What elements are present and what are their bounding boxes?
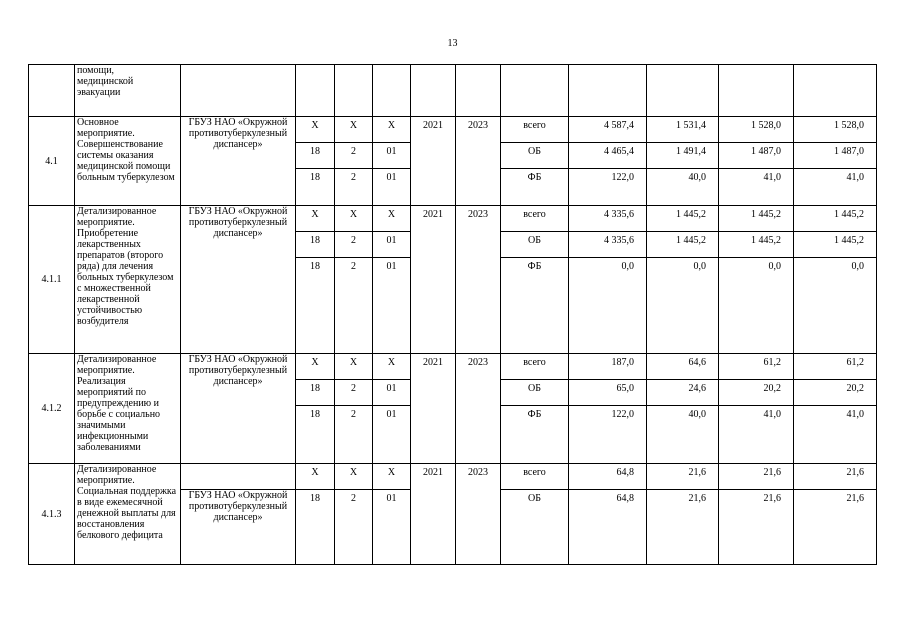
amount-year2-cell: 1 487,0 (719, 143, 794, 169)
funding-source-cell: ОБ (501, 490, 569, 565)
code-cell (29, 65, 75, 117)
amount-year2-cell: 1 528,0 (719, 117, 794, 143)
amount-total-cell: 122,0 (569, 406, 647, 464)
budget-code-cell: Х (335, 464, 373, 490)
empty-cell (456, 65, 501, 117)
budget-code-cell: Х (296, 206, 335, 232)
budget-code-cell: Х (335, 354, 373, 380)
budget-code-cell: 2 (335, 490, 373, 565)
amount-total-cell: 4 587,4 (569, 117, 647, 143)
amount-year3-cell: 21,6 (794, 490, 877, 565)
budget-code-cell: 18 (296, 490, 335, 565)
budget-code-cell: 01 (373, 258, 411, 354)
budget-code-cell: 2 (335, 380, 373, 406)
executor-cell-empty (181, 464, 296, 490)
empty-cell (296, 65, 335, 117)
end-year-cell: 2023 (456, 464, 501, 565)
amount-year1-cell: 1 445,2 (647, 232, 719, 258)
budget-code-cell: Х (373, 117, 411, 143)
funding-source-cell: всего (501, 354, 569, 380)
budget-code-cell: 18 (296, 380, 335, 406)
end-year-cell: 2023 (456, 206, 501, 354)
name-cell: Основное мероприятие. Совершенствование системы оказания медицинской помощи больным туберкулезом (75, 117, 181, 206)
budget-code-cell: Х (296, 117, 335, 143)
budget-code-cell: 01 (373, 380, 411, 406)
amount-year3-cell: 20,2 (794, 380, 877, 406)
funding-source-cell: всего (501, 117, 569, 143)
code-cell: 4.1.3 (29, 464, 75, 565)
amount-year1-cell: 64,6 (647, 354, 719, 380)
amount-total-cell: 4 465,4 (569, 143, 647, 169)
table-row (29, 206, 877, 232)
empty-cell (411, 65, 456, 117)
empty-cell (719, 65, 794, 117)
empty-cell (569, 65, 647, 117)
amount-year2-cell: 21,6 (719, 490, 794, 565)
start-year-cell: 2021 (411, 464, 456, 565)
funding-source-cell: ФБ (501, 258, 569, 354)
budget-code-cell: 2 (335, 143, 373, 169)
budget-code-cell: Х (296, 354, 335, 380)
amount-year1-cell: 24,6 (647, 380, 719, 406)
empty-cell (335, 65, 373, 117)
amount-year1-cell: 40,0 (647, 169, 719, 206)
amount-year1-cell: 1 491,4 (647, 143, 719, 169)
amount-year1-cell: 21,6 (647, 464, 719, 490)
start-year-cell: 2021 (411, 117, 456, 206)
executor-cell: ГБУЗ НАО «Окружной противотуберкулезный диспансер» (181, 117, 296, 206)
name-cell: помощи, медицинской эвакуации (75, 65, 181, 117)
amount-year3-cell: 1 487,0 (794, 143, 877, 169)
name-cell: Детализированное мероприятие. Социальная поддержка в виде ежемесячной денежной выплаты для восстановления белкового дефицита (75, 464, 181, 565)
amount-year3-cell: 41,0 (794, 406, 877, 464)
amount-year3-cell: 61,2 (794, 354, 877, 380)
budget-code-cell: 18 (296, 258, 335, 354)
table-row (29, 354, 877, 380)
amount-year1-cell: 40,0 (647, 406, 719, 464)
amount-year1-cell: 1 445,2 (647, 206, 719, 232)
empty-cell (647, 65, 719, 117)
name-cell: Детализированное мероприятие. Реализация мероприятий по предупреждению и борьбе с социально значимыми инфекционными заболеваниями (75, 354, 181, 464)
empty-cell (501, 65, 569, 117)
program-table (28, 64, 877, 565)
amount-total-cell: 122,0 (569, 169, 647, 206)
amount-year2-cell: 1 445,2 (719, 232, 794, 258)
budget-code-cell: Х (373, 354, 411, 380)
amount-year3-cell: 21,6 (794, 464, 877, 490)
funding-source-cell: всего (501, 206, 569, 232)
amount-total-cell: 4 335,6 (569, 232, 647, 258)
end-year-cell: 2023 (456, 117, 501, 206)
funding-source-cell: ОБ (501, 143, 569, 169)
code-cell: 4.1.2 (29, 354, 75, 464)
code-cell: 4.1.1 (29, 206, 75, 354)
amount-year3-cell: 0,0 (794, 258, 877, 354)
budget-code-cell: 01 (373, 490, 411, 565)
budget-code-cell: 01 (373, 143, 411, 169)
funding-source-cell: ФБ (501, 406, 569, 464)
funding-source-cell: ОБ (501, 380, 569, 406)
budget-code-cell: Х (335, 117, 373, 143)
amount-year3-cell: 1 528,0 (794, 117, 877, 143)
amount-year2-cell: 20,2 (719, 380, 794, 406)
empty-cell (181, 65, 296, 117)
budget-code-cell: 18 (296, 169, 335, 206)
table-row (29, 464, 877, 490)
amount-year1-cell: 1 531,4 (647, 117, 719, 143)
budget-code-cell: Х (373, 206, 411, 232)
amount-year2-cell: 41,0 (719, 169, 794, 206)
amount-year2-cell: 61,2 (719, 354, 794, 380)
amount-year2-cell: 0,0 (719, 258, 794, 354)
code-cell: 4.1 (29, 117, 75, 206)
budget-code-cell: 2 (335, 232, 373, 258)
amount-year2-cell: 41,0 (719, 406, 794, 464)
budget-code-cell: 01 (373, 232, 411, 258)
table-row (29, 65, 877, 117)
budget-code-cell: 18 (296, 143, 335, 169)
empty-cell (794, 65, 877, 117)
budget-code-cell: Х (335, 206, 373, 232)
budget-code-cell: Х (373, 464, 411, 490)
amount-total-cell: 64,8 (569, 490, 647, 565)
amount-year2-cell: 1 445,2 (719, 206, 794, 232)
amount-year3-cell: 1 445,2 (794, 206, 877, 232)
amount-year2-cell: 21,6 (719, 464, 794, 490)
name-cell: Детализированное мероприятие. Приобретение лекарственных препаратов (второго ряда) для лечения больных туберкулезом с множественной лекарственной устойчивостью возбудителя (75, 206, 181, 354)
amount-total-cell: 0,0 (569, 258, 647, 354)
funding-source-cell: ОБ (501, 232, 569, 258)
page-number: 13 (447, 38, 458, 49)
empty-cell (373, 65, 411, 117)
budget-code-cell: 2 (335, 258, 373, 354)
budget-code-cell: 01 (373, 406, 411, 464)
executor-cell: ГБУЗ НАО «Окружной противотуберкулезный диспансер» (181, 206, 296, 354)
funding-source-cell: ФБ (501, 169, 569, 206)
executor-cell: ГБУЗ НАО «Окружной противотуберкулезный диспансер» (181, 490, 296, 565)
budget-code-cell: Х (296, 464, 335, 490)
budget-code-cell: 2 (335, 169, 373, 206)
start-year-cell: 2021 (411, 354, 456, 464)
amount-total-cell: 187,0 (569, 354, 647, 380)
amount-year1-cell: 21,6 (647, 490, 719, 565)
budget-code-cell: 2 (335, 406, 373, 464)
start-year-cell: 2021 (411, 206, 456, 354)
funding-source-cell: всего (501, 464, 569, 490)
budget-code-cell: 01 (373, 169, 411, 206)
amount-year3-cell: 1 445,2 (794, 232, 877, 258)
table-row (29, 117, 877, 143)
budget-code-cell: 18 (296, 406, 335, 464)
budget-code-cell: 18 (296, 232, 335, 258)
amount-year1-cell: 0,0 (647, 258, 719, 354)
amount-year3-cell: 41,0 (794, 169, 877, 206)
executor-cell: ГБУЗ НАО «Окружной противотуберкулезный диспансер» (181, 354, 296, 464)
amount-total-cell: 4 335,6 (569, 206, 647, 232)
end-year-cell: 2023 (456, 354, 501, 464)
amount-total-cell: 65,0 (569, 380, 647, 406)
amount-total-cell: 64,8 (569, 464, 647, 490)
